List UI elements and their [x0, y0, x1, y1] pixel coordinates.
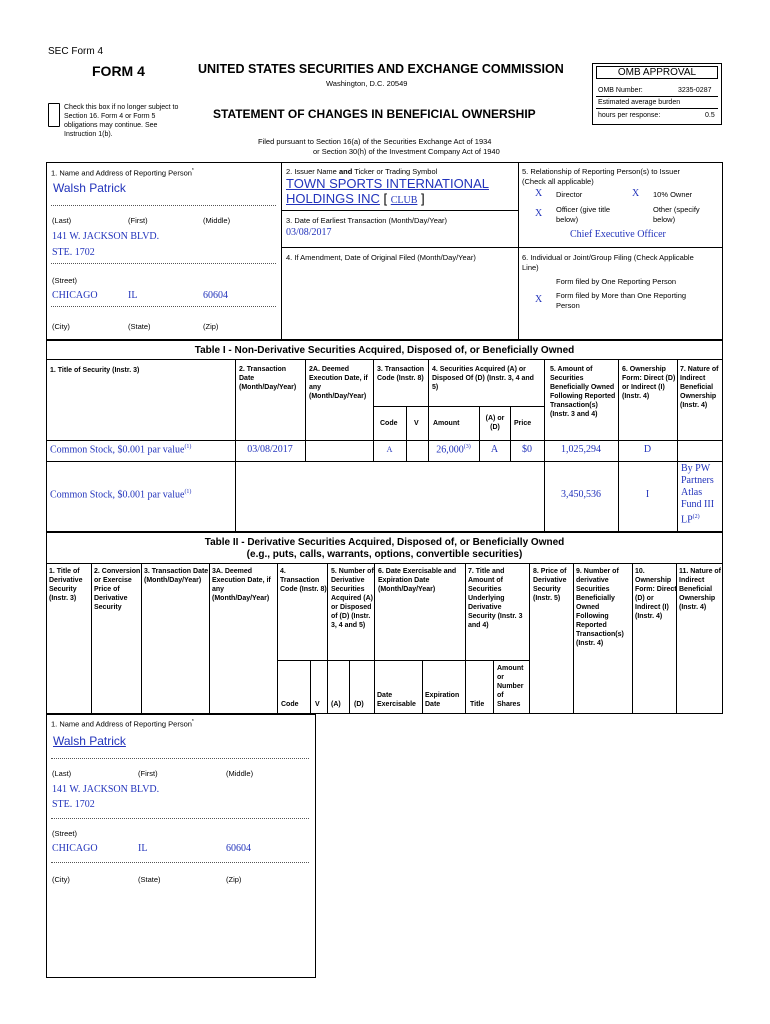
t1-col3-header: 3. Transaction Code (Instr. 8) [377, 366, 425, 382]
t2-col5-header: 5. Number of Derivative Securities Acquired (A) or Disposed of (D) (Instr. 3, 4 and 5) [331, 568, 374, 629]
multi-person-label: Form filed by More than One Reporting Person [556, 291, 687, 310]
second-last-label: (Last) [52, 769, 72, 778]
filed-pursuant-line1: Filed pursuant to Section 16(a) of the Securities Exchange Act of 1934 [258, 137, 492, 146]
t2-col3a-header: 3A. Deemed Execution Date, if any (Month/Day/Year) [212, 568, 271, 602]
second-street-label: (Street) [52, 829, 78, 838]
filing-type-label: 6. Individual or Joint/Group Filing (Check Applicable Line) [522, 253, 694, 272]
city-value: CHICAGO [52, 290, 98, 301]
city-label: (City) [52, 322, 70, 331]
t1-col2-header: 2. Transaction Date (Month/Day/Year) [239, 366, 297, 391]
sec-form-label: SEC Form 4 [48, 46, 104, 57]
reporting-person-label: 1. Name and Address of Reporting Person* [51, 168, 194, 178]
t2-col11-header: 11. Nature of Indirect Beneficial Ownership (Instr. 4) [679, 568, 722, 611]
state-value: IL [128, 290, 138, 301]
commission-location: Washington, D.C. 20549 [326, 79, 408, 88]
reporting-person-name[interactable]: Walsh Patrick [53, 181, 126, 195]
zip-value: 60604 [203, 290, 228, 301]
last-label: (Last) [52, 216, 72, 225]
relationship-sublabel: (Check all applicable) [522, 177, 594, 186]
commission-title: UNITED STATES SECURITIES AND EXCHANGE COMMISSION [198, 62, 564, 76]
second-zip-label: (Zip) [226, 875, 242, 884]
officer-label: Officer (give title below) [556, 205, 611, 224]
middle-label: (Middle) [203, 216, 231, 225]
t1-price-header: Price [514, 420, 532, 427]
form-title: FORM 4 [92, 63, 145, 79]
one-person-label: Form filed by One Reporting Person [556, 277, 677, 286]
t1-col6-header: 6. Ownership Form: Direct (D) or Indirect (I) (Instr. 4) [622, 366, 676, 400]
t1-r1-form: D [643, 444, 652, 455]
table-1-title: Table I - Non-Derivative Securities Acquired, Disposed of, or Beneficially Owned [194, 345, 575, 356]
issuer-name[interactable]: TOWN SPORTS INTERNATIONAL HOLDINGS INC [ CLUB ] [286, 176, 489, 206]
omb-number-value: 3235-0287 [678, 87, 712, 94]
t2-col8-header: 8. Price of Derivative Security (Instr. 5) [533, 568, 567, 602]
table-2-subtitle: (e.g., puts, calls, warrants, options, convertible securities) [246, 549, 523, 560]
second-first-label: (First) [138, 769, 158, 778]
second-state-label: (State) [138, 875, 161, 884]
street-label: (Street) [52, 276, 78, 285]
omb-hours-value: 0.5 [705, 112, 715, 119]
address-line1: 141 W. JACKSON BLVD. [52, 231, 160, 242]
issuer-label: 2. Issuer Name and Ticker or Trading Symbol [286, 167, 438, 176]
second-address-line2: STE. 1702 [52, 799, 95, 810]
t1-col1-header: 1. Title of Security (Instr. 3) [50, 367, 140, 374]
t2-col1-header: 1. Title of Derivative Security (Instr. 3) [49, 568, 83, 602]
table-row: Common Stock, $0.001 par value$^{(1)}$ [50, 444, 192, 456]
t2-d-header: (D) [354, 701, 364, 708]
t2-expiration-header: Expiration Date [425, 692, 460, 708]
address-line2: STE. 1702 [52, 247, 95, 258]
t2-col6-header: 6. Date Exercisable and Expiration Date (Month/Day/Year) [378, 568, 457, 593]
t2-code-header: Code [281, 701, 299, 708]
state-label: (State) [128, 322, 151, 331]
t1-r1-price: $0 [522, 444, 532, 455]
other-label: Other (specify below) [653, 205, 700, 224]
t1-r1-code: A [386, 445, 393, 454]
t2-col3-header: 3. Transaction Date (Month/Day/Year) [144, 568, 209, 584]
second-person-label: 1. Name and Address of Reporting Person* [51, 719, 194, 729]
t2-col2-header: 2. Conversion or Exercise Price of Derivative Security [94, 568, 141, 611]
t2-v-header: V [315, 701, 320, 708]
t1-amount-header: Amount [433, 420, 460, 427]
second-address-line1: 141 W. JACKSON BLVD. [52, 784, 160, 795]
t1-r2-nature: By PW Partners Atlas Fund III LP$^{(2)}$ [681, 463, 715, 526]
omb-number-label: OMB Number: [598, 87, 643, 94]
ticker-symbol: CLUB [390, 195, 418, 206]
filed-pursuant-line2: or Section 30(h) of the Investment Company Act of 1940 [313, 147, 500, 156]
second-city-value: CHICAGO [52, 843, 98, 854]
officer-title: Chief Executive Officer [570, 229, 666, 240]
t2-title-header: Title [470, 701, 485, 708]
amendment-label: 4. If Amendment, Date of Original Filed (Month/Day/Year) [286, 253, 476, 262]
earliest-transaction-date: 03/08/2017 [286, 227, 332, 238]
director-check[interactable]: X [535, 188, 543, 199]
statement-title: STATEMENT OF CHANGES IN BENEFICIAL OWNERSHIP [213, 107, 536, 121]
earliest-transaction-label: 3. Date of Earliest Transaction (Month/Day/Year) [286, 216, 448, 225]
t2-col9-header: 9. Number of derivative Securities Beneficially Owned Following Reported Transaction(s) (Instr. 4) [576, 568, 624, 647]
t1-r2-owned: 3,450,536 [561, 489, 601, 500]
t1-r1-amount: 26,000$^{(3)}$ [436, 444, 471, 456]
t1-aord-header: (A) or (D) [485, 415, 505, 431]
t2-col4-header: 4. Transaction Code (Instr. 8) [280, 568, 327, 593]
omb-burden-label: Estimated average burden [598, 99, 681, 106]
t2-amount-shares-header: Amount or Number of Shares [497, 665, 524, 708]
zip-label: (Zip) [203, 322, 219, 331]
second-city-label: (City) [52, 875, 70, 884]
table-row: Common Stock, $0.001 par value$^{(1)}$ [50, 489, 192, 501]
t1-r1-owned: 1,025,294 [561, 444, 601, 455]
t2-col10-header: 10. Ownership Form: Direct (D) or Indirect (I) (Instr. 4) [635, 568, 677, 620]
second-zip-value: 60604 [226, 843, 251, 854]
t1-col4-header: 4. Securities Acquired (A) or Disposed Of (D) (Instr. 3, 4 and 5) [432, 366, 534, 391]
t1-code-header: Code [380, 420, 398, 427]
t2-date-ex-header: Date Exercisable [377, 692, 416, 708]
omb-hours-label: hours per response: [598, 112, 661, 119]
omb-title: OMB APPROVAL [617, 67, 697, 78]
t1-r1-date: 03/08/2017 [247, 444, 293, 455]
table-2-title: Table II - Derivative Securities Acquired, Disposed of, or Beneficially Owned [204, 537, 565, 548]
second-middle-label: (Middle) [226, 769, 254, 778]
t2-a-header: (A) [331, 701, 341, 708]
t1-col7-header: 7. Nature of Indirect Beneficial Ownership (Instr. 4) [680, 366, 719, 409]
second-state-value: IL [138, 843, 148, 854]
ten-pct-owner-check[interactable]: X [632, 188, 640, 199]
t1-v-header: V [414, 420, 419, 427]
multi-person-check[interactable]: X [535, 294, 543, 305]
t1-r1-aord: A [490, 444, 499, 455]
relationship-label: 5. Relationship of Reporting Person(s) to Issuer [522, 167, 680, 176]
ten-pct-owner-label: 10% Owner [653, 190, 693, 199]
t1-col5-header: 5. Amount of Securities Beneficially Owned Following Reported Transaction(s) (Instr. 3 and 4) [550, 366, 616, 418]
no-longer-subject-checkbox[interactable] [48, 103, 60, 127]
officer-check[interactable]: X [535, 208, 543, 219]
t1-r2-form: I [645, 489, 650, 500]
first-label: (First) [128, 216, 148, 225]
checkbox-instruction-text: Check this box if no longer subject to Section 16. Form 4 or Form 5 obligations may continue. See Instruction 1(b). [64, 104, 179, 138]
t1-col2a-header: 2A. Deemed Execution Date, if any (Month/Day/Year) [309, 366, 368, 400]
director-label: Director [556, 190, 583, 199]
second-person-name[interactable]: Walsh Patrick [53, 734, 126, 748]
t2-col7-header: 7. Title and Amount of Securities Underlying Derivative Security (Instr. 3 and 4) [468, 568, 523, 629]
